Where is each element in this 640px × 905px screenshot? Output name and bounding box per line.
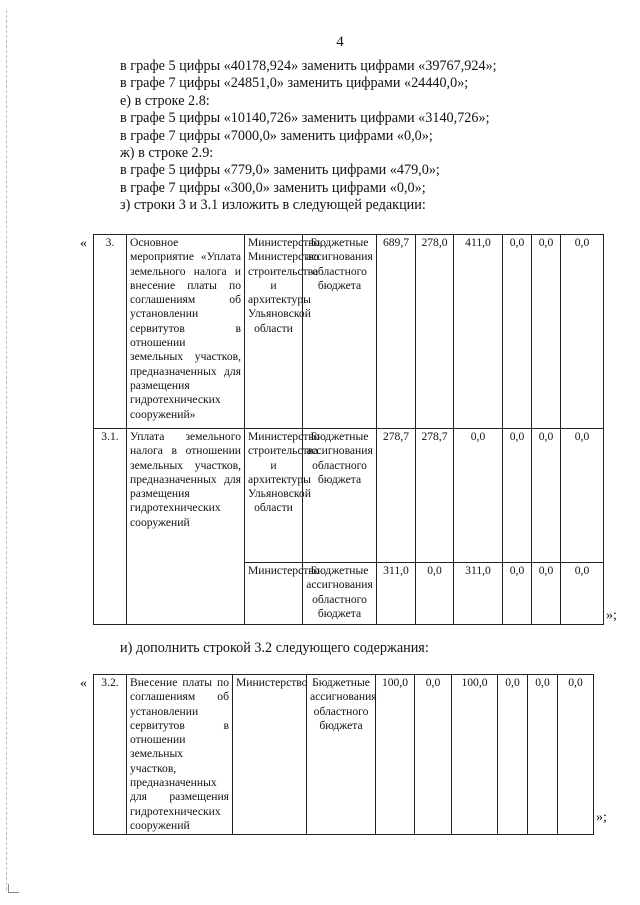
funding-source: Бюджетные ассигнования областного бюджета <box>303 563 377 625</box>
page-number: 4 <box>336 34 344 50</box>
activity-name: Уплата земельного налога в отношении земельных участков, предназначенных для размещения гидротехнических сооружений <box>127 429 245 625</box>
value-cell: 311,0 <box>454 563 503 625</box>
paragraph: в графе 7 цифры «300,0» заменить цифрами «0,0»; <box>120 179 426 196</box>
value-cell: 0,0 <box>532 429 561 563</box>
value-cell: 0,0 <box>503 235 532 429</box>
paragraph: в графе 5 цифры «779,0» заменить цифрами «479,0»; <box>120 162 440 179</box>
value-cell: 311,0 <box>377 563 416 625</box>
executor: Министерство <box>233 675 307 835</box>
paragraph: з) строки 3 и 3.1 изложить в следующей редакции: <box>120 197 426 214</box>
value-cell: 0,0 <box>503 429 532 563</box>
value-cell: 0,0 <box>558 675 594 835</box>
value-cell: 0,0 <box>561 429 604 563</box>
row-number: 3. <box>94 235 127 429</box>
table1-open-quote: « <box>80 236 87 251</box>
corner-mark <box>8 884 19 893</box>
table1-close-quote: »; <box>606 608 617 623</box>
funding-source: Бюджетные ассигнования областного бюджета <box>307 675 376 835</box>
table-row <box>94 675 594 835</box>
table2-open-quote: « <box>80 676 87 691</box>
executor: Министерство строительства и архитектуры Ульяновской области <box>245 429 303 563</box>
table-row <box>94 429 604 563</box>
executor: Министерство <box>245 563 303 625</box>
table-row <box>94 235 604 429</box>
value-cell: 411,0 <box>454 235 503 429</box>
value-cell: 0,0 <box>532 235 561 429</box>
funding-source: Бюджетные ассигнования областного бюджета <box>303 235 377 429</box>
value-cell: 0,0 <box>503 563 532 625</box>
paragraph: е) в строке 2.8: <box>120 92 210 109</box>
margin-guide <box>6 10 7 890</box>
value-cell: 0,0 <box>532 563 561 625</box>
value-cell: 278,7 <box>416 429 454 563</box>
paragraph: в графе 7 цифры «24851,0» заменить цифрами «24440,0»; <box>120 75 469 92</box>
value-cell: 0,0 <box>528 675 558 835</box>
table1 <box>93 234 604 625</box>
value-cell: 0,0 <box>498 675 528 835</box>
table2 <box>93 674 594 835</box>
value-cell: 0,0 <box>415 675 452 835</box>
value-cell: 100,0 <box>376 675 415 835</box>
activity-name: Основное мероприятие «Уплата земельного налога и внесение платы по соглашениям об установлении сервитутов в отношении земельных участков, предназначенных для размещения гидротехнических сооружений» <box>127 235 245 429</box>
paragraph: в графе 5 цифры «10140,726» заменить цифрами «3140,726»; <box>120 110 490 127</box>
value-cell: 100,0 <box>452 675 498 835</box>
paragraph: в графе 5 цифры «40178,924» заменить цифрами «39767,924»; <box>120 58 497 74</box>
paragraph: ж) в строке 2.9: <box>120 145 214 162</box>
paragraph-note: и) дополнить строкой 3.2 следующего содержания: <box>120 640 429 656</box>
value-cell: 689,7 <box>377 235 416 429</box>
value-cell: 0,0 <box>561 563 604 625</box>
value-cell: 0,0 <box>454 429 503 563</box>
executor: Министерство, Министерство строительства и архитектуры Ульяновской области <box>245 235 303 429</box>
row-number: 3.1. <box>94 429 127 625</box>
amendment-paragraphs <box>120 58 620 215</box>
activity-name: Внесение платы по соглашениям об установлении сервитутов в отношении земельных участков, предназначенных для размещения гидротехнических сооружений <box>127 675 233 835</box>
paragraph: в графе 7 цифры «7000,0» заменить цифрами «0,0»; <box>120 127 433 144</box>
value-cell: 0,0 <box>416 563 454 625</box>
row-number: 3.2. <box>94 675 127 835</box>
value-cell: 278,0 <box>416 235 454 429</box>
value-cell: 0,0 <box>561 235 604 429</box>
funding-source: Бюджетные ассигнования областного бюджета <box>303 429 377 563</box>
value-cell: 278,7 <box>377 429 416 563</box>
table2-close-quote: »; <box>596 810 607 825</box>
